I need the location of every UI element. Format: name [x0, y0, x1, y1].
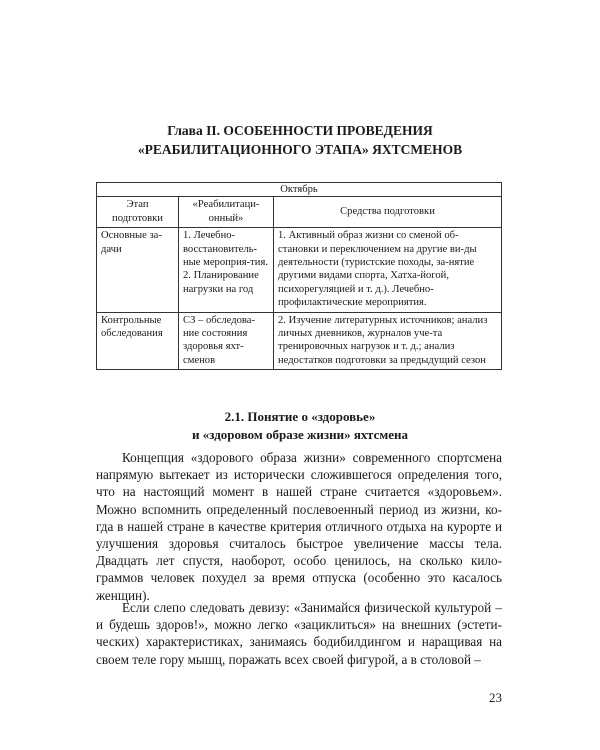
- page-number: 23: [489, 690, 502, 705]
- means-cell: 2. Изучение литературных источников; анализ личных дневников, журналов уче-та тренировочных нагрузок и т. д.; анализ недостатков подготовки за предыдущий сезон: [274, 312, 502, 370]
- rehab-cell: 1. Лечебно-восстановитель-ные мероприя-тия. 2. Планирование нагрузки на год: [179, 228, 274, 312]
- stage-cell: Основные за-дачи: [97, 228, 179, 312]
- stage-cell: Контрольные обследования: [97, 312, 179, 370]
- month-header-row: [97, 183, 502, 197]
- header-stage-cell: Этап подготовки: [97, 197, 179, 228]
- chapter-title: [60, 121, 540, 159]
- table-row: [97, 312, 502, 370]
- header-rehab-cell: «Реабилитаци-онный»: [179, 197, 274, 228]
- month-header-cell: Октябрь: [97, 183, 502, 197]
- column-header-row: [97, 197, 502, 228]
- chapter-title-line-1: Глава II. ОСОБЕННОСТИ ПРОВЕДЕНИЯ: [167, 123, 433, 138]
- chapter-title-line-2: «РЕАБИЛИТАЦИОННОГО ЭТАПА» ЯХТСМЕНОВ: [137, 142, 463, 157]
- training-schedule-table: [96, 182, 502, 370]
- body-paragraph-1: [96, 449, 502, 604]
- section-title-line-2: и «здоровом образе жизни» яхтсмена: [192, 427, 408, 442]
- table-row: [97, 228, 502, 312]
- rehab-cell: СЗ – обследова-ние состояния здоровья яхт-сменов: [179, 312, 274, 370]
- means-cell: 1. Активный образ жизни со сменой об-становки и переключением на другие ви-ды деятельности (туристские походы, за-нятие другими видами спорта, Хатха-йогой, психорегуляцией и т. д.). Лечебно-профилактические мероприятия.: [274, 228, 502, 312]
- section-title-line-1: 2.1. Понятие о «здоровье»: [224, 409, 376, 424]
- section-title: [60, 408, 540, 444]
- paragraph-text: Концепция «здорового образа жизни» современного спортсмена напрямую вытекает из исторически сложившегося определения того, что на настоящий момент в нашей стране считается «здоровьем». Можно вспомнить определенный послевоенный период из жизни, ко-гда в нашей стране в качестве критерия отличного отдыха на курорте и улучшения здоровья считалось быстрое увеличение массы тела. Двадцать лет спустя, наоборот, особо ценилось, на сколько кило-граммов человек похудел за время отпуска (особенно это касалось женщин).: [96, 450, 502, 603]
- body-paragraph-2: [96, 599, 502, 668]
- header-means-cell: Средства подготовки: [274, 197, 502, 228]
- paragraph-text: Если слепо следовать девизу: «Занимайся физической культурой – и будешь здоров!», можно легко «зациклиться» на внешних (эстети-ческих) характеристиках, занимаясь бодибилдингом и наращивая на своем теле гору мышц, поражать всех своей фигурой, а в столовой –: [96, 600, 502, 667]
